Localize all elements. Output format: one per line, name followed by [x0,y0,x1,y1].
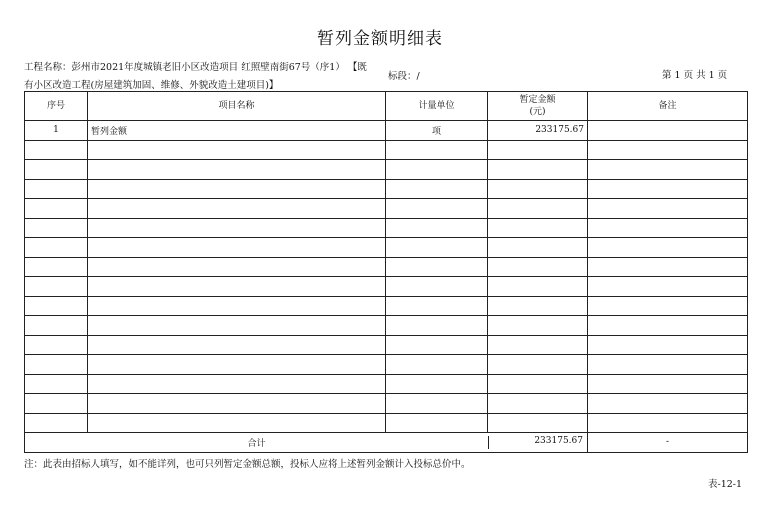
cell-seq [25,218,88,238]
cell-amount [488,413,588,433]
cell-seq [25,199,88,219]
header-amount-line1: 暂定金额 [519,95,556,105]
table-row [25,121,748,141]
table-row [25,335,748,355]
cell-unit [386,140,488,160]
cell-amount [488,296,588,316]
cell-seq: 1 [25,121,88,141]
table-header-row [25,92,748,121]
cell-seq [25,335,88,355]
cell-seq [25,316,88,336]
project-name: 工程名称：彭州市2021年度城镇老旧小区改造项目 红照壁南街67号（序1） 【既有小区改造工程(房屋建筑加固、维修、外貌改造土建项目)】 [24,62,367,91]
cell-amount [488,160,588,180]
cell-seq [25,355,88,375]
document-title: 暂列金额明细表 [317,29,443,49]
cell-item-name [88,257,386,277]
cell-remark [588,413,748,433]
cell-unit [386,394,488,414]
cell-unit [386,316,488,336]
page-info: 第 1 页 共 1 页 [662,70,728,81]
cell-remark [588,140,748,160]
cell-item-name [88,335,386,355]
table-row [25,296,748,316]
cell-remark [588,277,748,297]
cell-seq [25,394,88,414]
cell-unit [386,296,488,316]
table-row [25,257,748,277]
header-unit: 计量单位 [386,92,488,121]
cell-unit [386,238,488,258]
cell-seq [25,277,88,297]
table-row [25,238,748,258]
table-row [25,179,748,199]
cell-remark [588,179,748,199]
cell-remark [588,296,748,316]
cell-amount [488,257,588,277]
cell-seq [25,160,88,180]
cell-remark [588,394,748,414]
table-row [25,140,748,160]
cell-remark [588,160,748,180]
cell-remark [588,257,748,277]
cell-unit [386,160,488,180]
cell-item-name [88,238,386,258]
cell-remark [588,335,748,355]
header-item-name: 项目名称 [88,92,386,121]
provisional-sum-table [24,91,748,453]
cell-amount [488,238,588,258]
cell-seq [25,257,88,277]
table-row [25,218,748,238]
cell-unit [386,335,488,355]
cell-unit [386,413,488,433]
cell-seq [25,413,88,433]
header-amount [488,92,588,121]
cell-remark [588,374,748,394]
cell-item-name [88,140,386,160]
cell-seq [25,140,88,160]
cell-amount [488,199,588,219]
table-row [25,199,748,219]
table-row [25,413,748,433]
cell-item-name [88,394,386,414]
footnote: 注：此表由招标人填写，如不能详列，也可只列暂定金额总额，投标人应将上述暂列金额计入投标总价中。 [24,459,471,470]
cell-amount [488,218,588,238]
cell-amount [488,335,588,355]
cell-amount [488,374,588,394]
table-number: 表-12-1 [708,479,743,490]
cell-unit [386,374,488,394]
cell-remark [588,355,748,375]
section-label: 标段：/ [388,71,420,82]
cell-remark [588,316,748,336]
table-row [25,316,748,336]
cell-item-name [88,296,386,316]
cell-unit: 项 [386,121,488,141]
cell-item-name [88,413,386,433]
cell-unit [386,277,488,297]
table-row [25,374,748,394]
cell-unit [386,218,488,238]
cell-amount [488,355,588,375]
cell-seq [25,296,88,316]
header-amount-line2: (元) [529,107,546,117]
cell-seq [25,238,88,258]
total-amount: 233175.67 [534,435,583,446]
cell-remark [588,218,748,238]
cell-amount [488,179,588,199]
cell-remark [588,199,748,219]
cell-item-name [88,218,386,238]
cell-unit [386,355,488,375]
cell-item-name [88,374,386,394]
header-seq: 序号 [25,92,88,121]
cell-unit [386,179,488,199]
table-row [25,277,748,297]
cell-amount [488,277,588,297]
total-remark: - [588,433,748,453]
cell-item-name [88,199,386,219]
cell-item-name: 暂列金额 [88,121,386,141]
header-remark: 备注 [588,92,748,121]
cell-remark [588,121,748,141]
cell-unit [386,199,488,219]
cell-item-name [88,316,386,336]
cell-remark [588,238,748,258]
cell-item-name [88,160,386,180]
cell-seq [25,374,88,394]
table-row [25,355,748,375]
cell-item-name [88,179,386,199]
table-row [25,160,748,180]
cell-item-name [88,355,386,375]
cell-unit [386,257,488,277]
total-label: 合计 [25,436,489,449]
cell-amount: 233175.67 [488,121,588,141]
cell-amount [488,140,588,160]
total-row [25,433,748,453]
table-row [25,394,748,414]
cell-item-name [88,277,386,297]
cell-amount [488,394,588,414]
cell-seq [25,179,88,199]
cell-amount [488,316,588,336]
